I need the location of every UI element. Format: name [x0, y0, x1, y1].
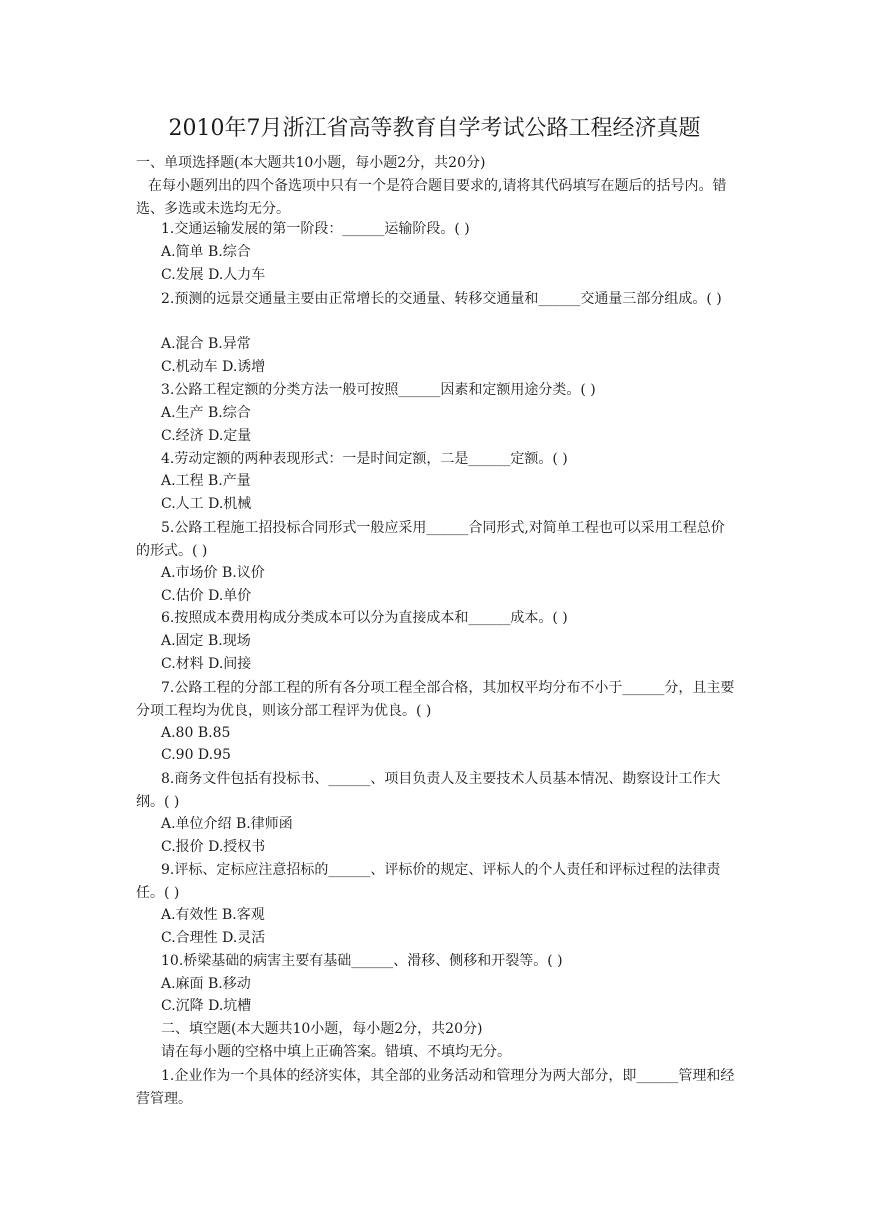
question-8-options-cd: C.报价 D.授权书 [161, 839, 266, 855]
question-4-stem: 4.劳动定额的两种表现形式：一是时间定额，二是______定额。( ) [161, 451, 568, 467]
section-1-heading: 一、单项选择题(本大题共10小题，每小题2分，共20分) [136, 155, 486, 171]
question-2-options-ab: A.混合 B.异常 [161, 336, 251, 352]
question-1-options-cd: C.发展 D.人力车 [161, 267, 266, 283]
question-8-options-ab: A.单位介绍 B.律师函 [161, 816, 293, 832]
question-10-stem: 10.桥梁基础的病害主要有基础______、滑移、侧移和开裂等。( ) [161, 953, 563, 969]
question-1-stem: 1.交通运输发展的第一阶段：______运输阶段。( ) [161, 221, 470, 237]
question-7-options-ab: A.80 B.85 [161, 725, 231, 741]
question-7-stem: 7.公路工程的分部工程的所有各分项工程全部合格，其加权平均分布不小于______分，且主要分项工程均为优良，则该分部工程评为优良。( ) [136, 680, 735, 719]
question-5-stem: 5.公路工程施工招投标合同形式一般应采用______合同形式,对简单工程也可以采用工程总价的形式。( ) [136, 520, 725, 559]
question-5-options-ab: A.市场价 B.议价 [161, 565, 265, 581]
question-3-options-cd: C.经济 D.定量 [161, 428, 252, 444]
question-9-stem: 9.评标、定标应注意招标的______、评标价的规定、评标人的个人责任和评标过程的法律责任。( ) [136, 862, 721, 901]
question-1-options-ab: A.简单 B.综合 [161, 244, 251, 260]
question-6-stem: 6.按照成本费用构成分类成本可以分为直接成本和______成本。( ) [161, 610, 568, 626]
question-3-options-ab: A.生产 B.综合 [161, 405, 251, 421]
question-7-options-cd: C.90 D.95 [161, 747, 231, 763]
section-2-heading: 二、填空题(本大题共10小题，每小题2分，共20分) [161, 1021, 483, 1037]
section-1-instruction: 在每小题列出的四个备选项中只有一个是符合题目要求的,请将其代码填写在题后的括号内。错选、多选或未选均无分。 [136, 178, 727, 217]
question-4-options-cd: C.人工 D.机械 [161, 496, 252, 512]
question-3-stem: 3.公路工程定额的分类方法一般可按照______因素和定额用途分类。( ) [161, 382, 596, 398]
question-4-options-ab: A.工程 B.产量 [161, 473, 251, 489]
section-2-instruction: 请在每小题的空格中填上正确答案。错填、不填均无分。 [161, 1044, 511, 1060]
question-2-stem: 2.预测的远景交通量主要由正常增长的交通量、转移交通量和______交通量三部分组成。( ) [161, 291, 722, 307]
fill-question-1: 1.企业作为一个具体的经济实体，其全部的业务活动和管理分为两大部分，即______管理和经营管理。 [136, 1068, 735, 1107]
question-6-options-ab: A.固定 B.现场 [161, 633, 251, 649]
question-8-stem: 8.商务文件包括有投标书、______、项目负责人及主要技术人员基本情况、勘察设计工作大纲。( ) [136, 771, 721, 810]
question-10-options-ab: A.麻面 B.移动 [161, 976, 251, 992]
question-6-options-cd: C.材料 D.间接 [161, 656, 252, 672]
question-5-options-cd: C.估价 D.单价 [161, 588, 252, 604]
question-9-options-ab: A.有效性 B.客观 [161, 907, 265, 923]
question-10-options-cd: C.沉降 D.坑槽 [161, 998, 252, 1014]
question-2-options-cd: C.机动车 D.诱增 [161, 359, 266, 375]
question-9-options-cd: C.合理性 D.灵活 [161, 930, 266, 946]
page-title: 2010年7月浙江省高等教育自学考试公路工程经济真题 [168, 116, 701, 141]
